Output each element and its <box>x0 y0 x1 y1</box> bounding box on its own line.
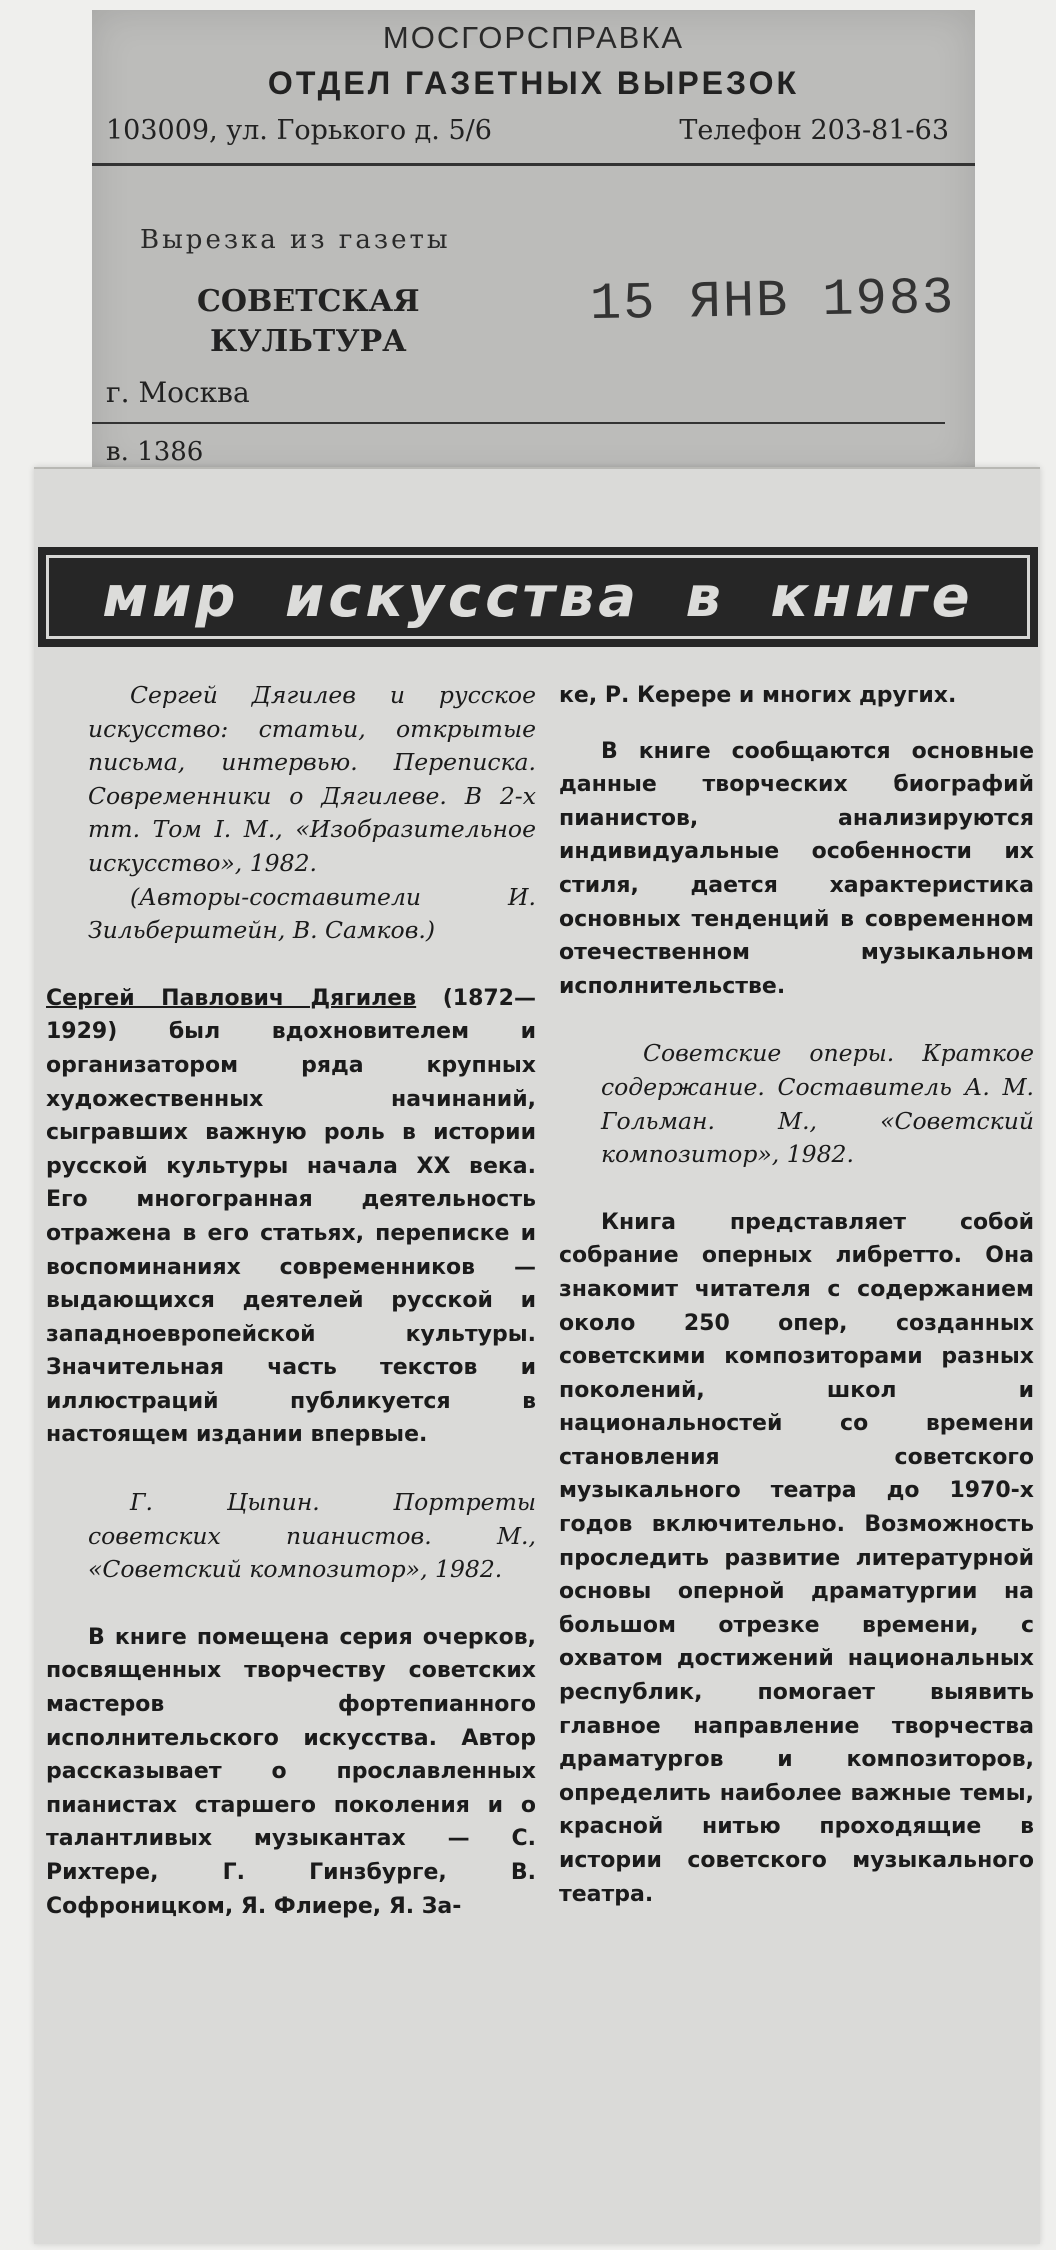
book-authors: (Авторы-составители И. Зильберштейн, В. Самков.) <box>88 882 536 945</box>
divider <box>92 163 975 166</box>
book-citation: Советские оперы. Краткое содержание. Составитель А. М. Гольман. М., «Советский композитор», 1982. <box>601 1039 1034 1169</box>
right-column <box>559 679 1034 1911</box>
review-text: (1872—1929) был вдохновителем и организатором ряда крупных художественных начинаний, сыгравших важную роль в истории русской культуры начала XX века. Его многогранная деятельность отражена в его статьях, переписке и воспоминаниях современников — выдающихся деятелей русской и западноевропейской культуры. Значительная часть текстов и иллюстраций публикуется в настоящем издании впервые. <box>46 985 536 1448</box>
divider <box>92 422 945 424</box>
issue-number: в. 1386 <box>106 437 204 467</box>
review-paragraph: В книге сообщаются основные данные творческих биографий пианистов, анализируются индивидуальные особенности их стиля, дается характеристика основных тенденций в современном отечественном музыкальном исполнительстве. <box>559 738 1034 999</box>
service-phone: Телефон 203-81-63 <box>679 115 949 146</box>
newspaper-clipping <box>34 467 1040 2244</box>
book-citation: Г. Цыпин. Портреты советских пианистов. М., «Советский композитор», 1982. <box>88 1488 536 1584</box>
date-stamp: 15 ЯНВ 1983 <box>589 268 956 335</box>
newspaper-name-line2: КУЛЬТУРА <box>210 324 407 359</box>
section-title: мир искусства в книге <box>102 564 974 630</box>
service-address: 103009, ул. Горького д. 5/6 <box>106 115 492 146</box>
review-paragraph: Книга представляет собой собрание оперных либретто. Она знакомит читателя с содержанием около 250 опер, созданных советскими композиторами разных поколений, школ и национальностей со времени становления советского музыкального театра до 1970-х годов включительно. Возможность проследить развитие литературной основы оперной драматургии на большом отрезке времени, с охватом достижений национальных республик, помогает выявить главное направление творчества драматургов и композиторов, определить наиболее важные темы, красной нитью проходящие в истории советского музыкального театра. <box>559 1209 1034 1907</box>
newspaper-name-line1: СОВЕТСКАЯ <box>197 284 420 319</box>
city: г. Москва <box>106 376 250 409</box>
department-name: ОТДЕЛ ГАЗЕТНЫХ ВЫРЕЗОК <box>267 65 800 101</box>
clip-label: Вырезка из газеты <box>140 225 451 255</box>
section-banner <box>38 547 1038 647</box>
review-paragraph-continued: ке, Р. Керере и многих других. <box>559 683 957 708</box>
clipping-service-slip <box>92 10 975 480</box>
left-column <box>46 679 536 1923</box>
banner-frame <box>46 555 1030 639</box>
subject-name: Сергей Павлович Дягилев <box>46 985 417 1011</box>
book-citation: Сергей Дягилев и русское искусство: статьи, открытые письма, интервью. Переписка. Современники о Дягилеве. В 2-х тт. Том I. М., «Изобразительное искусство», 1982. <box>88 681 536 877</box>
review-paragraph <box>46 982 536 1452</box>
review-paragraph: В книге помещена серия очерков, посвященных творчеству советских мастеров фортепианного исполнительского искусства. Автор рассказывает о прославленных пианистах старшего поколения и о талантливых музыкантах — С. Рихтере, Г. Гинзбурге, В. Софроницком, Я. Флиере, Я. За- <box>46 1624 536 1919</box>
service-name: МОСГОРСПРАВКА <box>382 20 685 55</box>
newspaper-name <box>197 282 420 362</box>
